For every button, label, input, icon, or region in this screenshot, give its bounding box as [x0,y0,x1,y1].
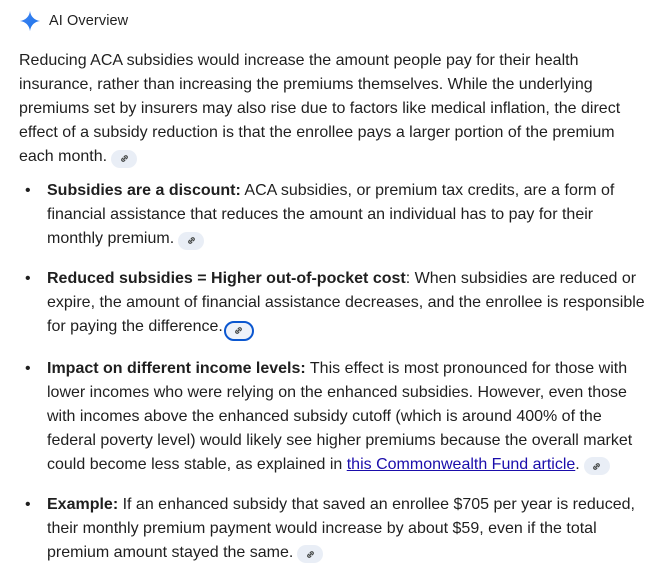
link-icon [186,235,197,246]
intro-text: Reducing ACA subsidies would increase the amount people pay for their health insurance, rather than increasing the premiums themselves. While the underlying premiums set by insurers may also rise due to factors like medical inflation, the direct effect of a subsidy reduction is that the enrollee pays a larger portion of the premium each month. [19,52,621,165]
bullet: • [25,495,31,513]
list-item [19,179,649,251]
point-text: : When subsidies are reduced or expire, the amount of financial assistance decreases, and the enrollee is responsible for paying the difference. [47,270,645,335]
link-icon [305,549,316,560]
citation-link-button[interactable] [297,545,323,563]
list-item [19,493,649,565]
bullet: • [25,182,31,199]
commonwealth-fund-article-link[interactable]: this Commonwealth Fund article [346,455,576,473]
point-lead: Example: [47,495,119,513]
link-icon [119,153,130,164]
ai-overview-body [19,49,649,581]
link-icon [233,325,244,336]
bullet: • [25,270,31,287]
point-text-end: . [575,455,580,473]
citation-link-button[interactable] [584,457,610,475]
list-item [19,267,649,341]
citation-link-button-focused[interactable] [224,321,254,341]
intro-paragraph [19,49,649,169]
point-text: This effect is most pronounced for those with lower incomes who were relying on the enhanced subsidies. However, even those with incomes above the enhanced subsidy cutoff (which is around 400% of the federal poverty level) would likely see higher premiums because the overall market could become less stable, as explained in [47,359,633,473]
key-points-list [19,179,649,565]
point-text: ACA subsidies, or premium tax credits, are a form of financial assistance that reduces the amount an individual has to pay for their monthly premium. [47,182,615,247]
point-lead: Reduced subsidies = Higher out-of-pocket cost [47,270,406,287]
ai-overview-title: AI Overview [49,13,129,29]
list-item [19,357,649,477]
sparkle-icon [19,10,41,32]
citation-link-button[interactable] [178,232,204,250]
point-lead: Impact on different income levels: [47,359,306,377]
point-text: If an enhanced subsidy that saved an enrollee $705 per year is reduced, their monthly premium payment would increase by about $59, even if the total premium amount stayed the same. [47,495,635,561]
link-icon [591,461,602,472]
citation-link-button[interactable] [111,150,137,168]
bullet: • [25,359,31,377]
ai-overview-header [19,9,128,33]
point-lead: Subsidies are a discount: [47,182,241,199]
